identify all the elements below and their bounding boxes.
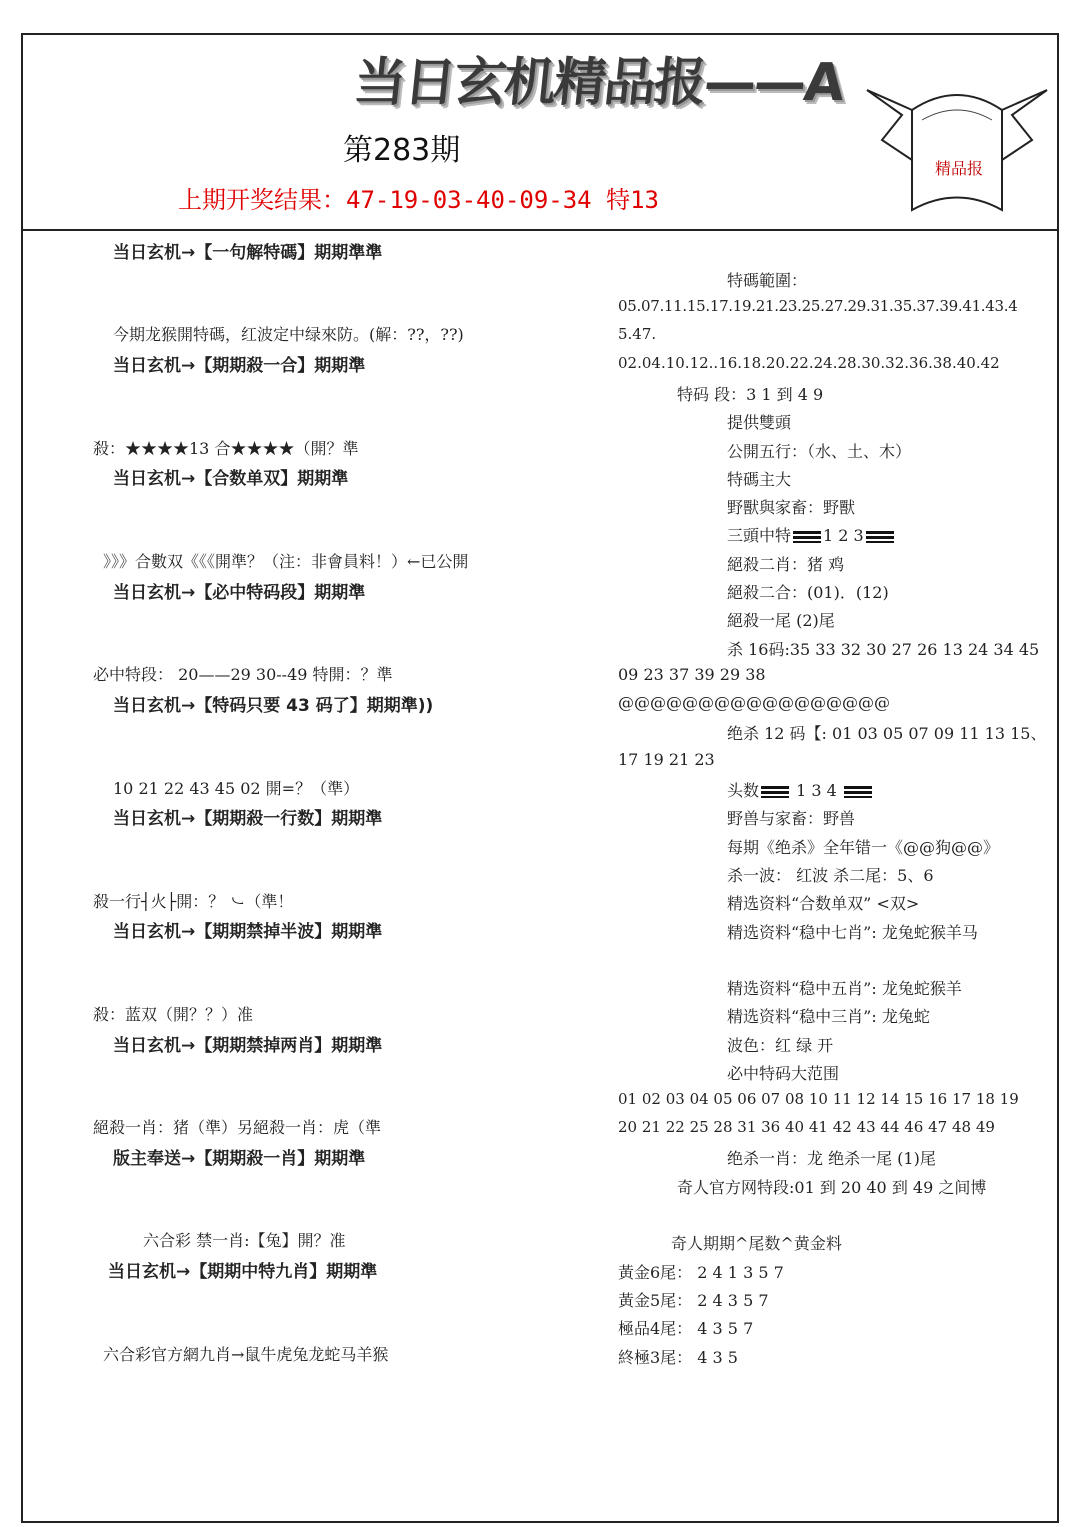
left-line-16: 絕殺一肖：猪（準）另絕殺一肖：虎（準 <box>93 1118 382 1137</box>
left-line-15: 当日玄机→【期期禁掉两肖】期期準 <box>113 1036 383 1056</box>
big-range-line-2: 20 21 22 25 28 31 36 40 41 42 43 44 46 47 48 49 <box>618 1118 995 1136</box>
left-line-12: 殺一行┤火├開：？ ㇃（準！ <box>93 892 294 911</box>
left-line-4: 殺：★★★★13 合★★★★（開？準 <box>93 439 359 458</box>
big-small: 特碼主大 <box>727 470 792 489</box>
at-row: @@@@@@@@@@@@@@@@@ <box>618 693 890 712</box>
big-range-line-1: 01 02 03 04 05 06 07 08 10 11 12 14 15 16 17 18 19 <box>618 1090 1019 1108</box>
gold-row: 極品4尾： 4 3 5 7 <box>618 1319 754 1338</box>
left-line-2: 今期龙猴開特碼，红波定中绿來防。(解：??，??) <box>113 325 464 344</box>
segment: 特码 段：3 1 到 4 9 <box>677 385 824 404</box>
three-heads-prefix: 三頭中特 <box>727 526 792 545</box>
kill16-line-2: 09 23 37 39 29 38 <box>618 665 766 684</box>
left-line-9: 当日玄机→【特码只要 43 码了】期期準)) <box>113 696 434 716</box>
left-line-3: 当日玄机→【期期殺一合】期期準 <box>113 356 366 376</box>
bar-icon <box>866 531 894 543</box>
five-elements: 公開五行：（水、土、木） <box>727 442 912 461</box>
odd-even: 精选资料“合数单双” <双> <box>727 894 920 913</box>
head-prefix: 头数 <box>727 781 760 800</box>
yearly: 每期《绝杀》全年错一《@@狗@@》 <box>727 838 1000 857</box>
seven-zodiac: 精选资料“稳中七肖”: 龙兔蛇猴羊马 <box>727 923 978 942</box>
gold-row: 終極3尾： 4 3 5 <box>618 1348 738 1367</box>
left-line-17: 版主奉送→【期期殺一肖】期期準 <box>113 1149 366 1169</box>
wave-color: 波色：红 绿 开 <box>727 1036 834 1055</box>
kill16-line-1: 杀 16码:35 33 32 30 27 26 13 24 34 45 <box>727 640 1040 659</box>
range-title: 特碼範圍： <box>727 271 808 290</box>
kill12-line-2: 17 19 21 23 <box>618 750 715 769</box>
kill-two-combo: 絕殺二合：(01)．(12) <box>727 583 889 602</box>
kill12-line-1: 绝杀 12 码【: 01 03 05 07 09 11 13 15、 <box>727 724 1047 743</box>
official-segment: 奇人官方网特段:01 到 20 40 到 49 之间博 <box>677 1178 987 1197</box>
left-line-14: 殺：蓝双（開？？）准 <box>93 1005 254 1024</box>
bar-icon <box>844 786 872 798</box>
three-zodiac: 精选资料“稳中三肖”: 龙兔蛇 <box>727 1007 930 1026</box>
header-divider <box>21 229 1059 231</box>
left-line-18: 六合彩 禁一肖:【兔】開？准 <box>143 1231 346 1250</box>
beast: 野獸與家畜：野獸 <box>727 498 856 517</box>
issue-number: 第283期 <box>343 133 461 168</box>
left-line-11: 当日玄机→【期期殺一行数】期期準 <box>113 809 383 829</box>
double-head: 提供雙頭 <box>727 413 792 432</box>
three-heads-value: 1 2 3 <box>823 526 864 545</box>
kill-wave: 杀一波： 红波 杀二尾：5、6 <box>727 866 934 885</box>
left-line-19: 当日玄机→【期期中特九肖】期期準 <box>108 1262 378 1282</box>
left-line-6: 》》》合數双《《《開準？（注：非會員料！）←已公開 <box>103 552 469 571</box>
left-line-10: 10 21 22 43 45 02 開=？（準） <box>113 779 360 798</box>
head-value: 1 3 4 <box>796 781 837 800</box>
beast-2: 野兽与家畜：野兽 <box>727 809 856 828</box>
kill-one: 绝杀一肖：龙 绝杀一尾 (1)尾 <box>727 1149 936 1168</box>
gold-title: 奇人期期^尾数^黄金料 <box>671 1234 842 1253</box>
kill-one-tail: 絕殺一尾 (2)尾 <box>727 611 835 630</box>
bar-icon <box>761 786 789 798</box>
left-line-5: 当日玄机→【合数单双】期期準 <box>113 469 349 489</box>
page-title: 当日玄机精品报——A <box>351 53 846 113</box>
three-heads <box>727 523 896 546</box>
book-label: 精品报 <box>934 159 984 178</box>
five-zodiac: 精选资料“稳中五肖”: 龙兔蛇猴羊 <box>727 979 962 998</box>
book-banner-icon <box>862 70 1052 220</box>
kill-two-zodiac: 絕殺二肖：猪 鸡 <box>727 555 845 574</box>
left-line-1: 当日玄机→【一句解特碼】期期準準 <box>113 243 383 263</box>
left-line-20: 六合彩官方網九肖→鼠牛虎兔龙蛇马羊猴 <box>103 1345 389 1364</box>
big-range-title: 必中特码大范围 <box>727 1064 840 1083</box>
left-line-13: 当日玄机→【期期禁掉半波】期期準 <box>113 922 383 942</box>
range-line-1: 05.07.11.15.17.19.21.23.25.27.29.31.35.37.39.41.43.4 <box>618 297 1018 315</box>
head-count <box>727 778 874 801</box>
last-result: 上期开奖结果：47-19-03-40-09-34 特13 <box>178 186 659 214</box>
left-line-8: 必中特段： 20——29 30--49 特開：？準 <box>93 665 393 684</box>
gold-row: 黃金6尾： 2 4 1 3 5 7 <box>618 1263 784 1282</box>
range-line-3: 02.04.10.12..16.18.20.22.24.28.30.32.36.38.40.42 <box>618 354 1000 372</box>
left-line-7: 当日玄机→【必中特码段】期期準 <box>113 583 366 603</box>
range-line-2: 5.47. <box>618 325 657 343</box>
gold-row: 黃金5尾： 2 4 3 5 7 <box>618 1291 769 1310</box>
bar-icon <box>793 531 821 543</box>
